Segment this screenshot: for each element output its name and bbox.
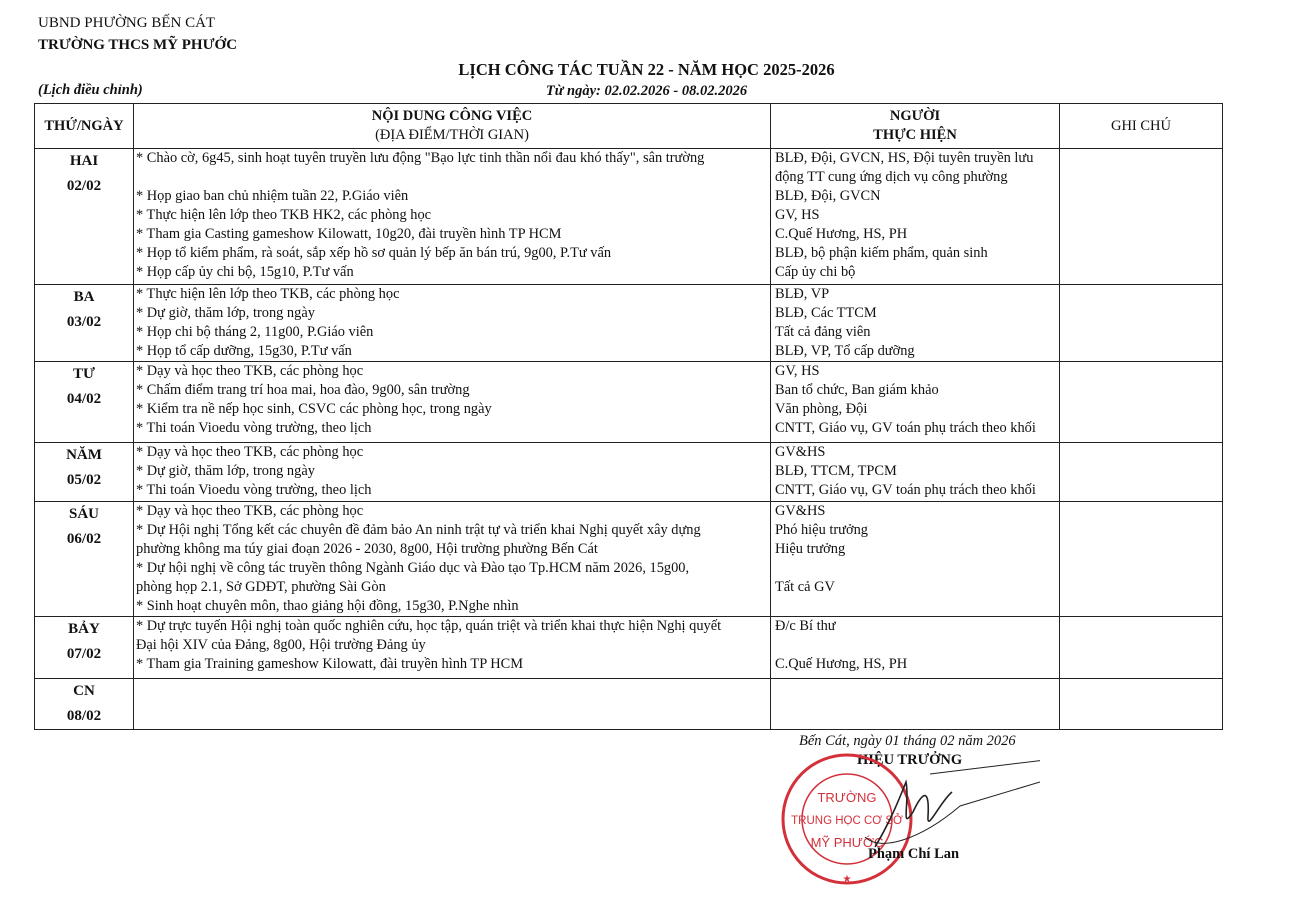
person-line: CNTT, Giáo vụ, GV toán phụ trách theo khối [775,482,1036,498]
person-line: Tất cả đảng viên [775,324,871,340]
adjusted-note: (Lịch điều chỉnh) [38,82,143,98]
note-cell [1060,285,1223,362]
schedule-row [35,362,1223,443]
day-name: CN [73,683,95,699]
day-date: 08/02 [66,708,102,724]
note-cell [1060,617,1223,679]
content-line: * Dự trực tuyến Hội nghị toàn quốc nghiên cứu, học tập, quán triệt và triển khai thực hiện Nghị quyết [136,618,722,634]
person-line: BLĐ, Đội, GVCN [775,188,881,204]
note-cell [1060,443,1223,502]
content-cell [134,679,771,730]
content-line: * Dự Hội nghị Tổng kết các chuyên đề đảm bảo An ninh trật tự và triển khai Nghị quyết xây dựng [136,522,701,538]
content-line: * Dự giờ, thăm lớp, trong ngày [136,305,315,321]
content-line: * Thi toán Vioedu vòng trường, theo lịch [136,482,372,498]
schedule-row [35,502,1223,617]
col-person-title: NGƯỜI [889,108,941,124]
schedule-row [35,285,1223,362]
schedule-row [35,679,1223,730]
svg-text:★: ★ [842,874,852,885]
day-date: 07/02 [66,646,102,662]
signer-position: HIỆU TRƯỞNG [857,752,963,768]
note-cell [1060,502,1223,617]
content-line: * Dạy và học theo TKB, các phòng học [136,444,364,460]
content-line: * Họp tổ kiểm phẩm, rà soát, sắp xếp hồ sơ quản lý bếp ăn bán trú, 9g00, P.Tư vấn [136,245,612,261]
col-content-header [134,104,771,149]
person-line: BLĐ, VP [775,286,830,302]
content-line: * Chấm điểm trang trí hoa mai, hoa đào, 9g00, sân trường [136,382,470,398]
day-name: NĂM [66,447,102,463]
official-stamp [780,742,1040,902]
content-line: * Dự hội nghị về công tác truyền thông Ngành Giáo dục và Đào tạo Tp.HCM năm 2026, 15g00, [136,560,690,576]
content-line: * Thực hiện lên lớp theo TKB, các phòng học [136,286,400,302]
date-range: Từ ngày: 02.02.2026 - 08.02.2026 [545,83,748,99]
person-line: Cấp ủy chi bộ [775,264,856,280]
content-cell [134,285,771,362]
place-date: Bến Cát, ngày 01 tháng 02 năm 2026 [799,733,1016,749]
day-name: BẢY [68,621,100,637]
day-name: SÁU [68,506,99,522]
schedule-table [34,103,1223,730]
person-line: động TT cung ứng dịch vụ công phường [775,169,1008,185]
content-cell [134,443,771,502]
content-line: * Tham gia Casting gameshow Kilowatt, 10g20, đài truyền hình TP HCM [136,226,562,242]
content-line: * Dự giờ, thăm lớp, trong ngày [136,463,315,479]
person-cell [771,149,1060,285]
person-line: GV, HS [775,363,820,379]
person-line [771,636,1059,655]
header-row [35,104,1223,149]
col-person-subtitle: THỰC HIỆN [873,127,957,143]
person-line: GV, HS [775,207,820,223]
content-line: * Thi toán Vioedu vòng trường, theo lịch [136,420,372,436]
person-line: Tất cả GV [775,579,835,595]
person-cell [771,443,1060,502]
content-line: * Họp cấp ủy chi bộ, 15g10, P.Tư vấn [136,264,354,280]
content-line: * Sinh hoạt chuyên môn, thao giảng hội đồng, 15g30, P.Nghe nhìn [136,598,519,614]
day-name: HAI [69,153,99,169]
day-name: BA [73,289,95,305]
person-line: Ban tổ chức, Ban giám khảo [775,382,939,398]
col-note-header: GHI CHÚ [1060,104,1223,149]
schedule-row [35,443,1223,502]
day-cell [35,502,134,617]
day-cell [35,285,134,362]
content-line: Đại hội XIV của Đảng, 8g00, Hội trường Đảng ủy [136,637,426,653]
org-line-2: TRƯỜNG THCS MỸ PHƯỚC [38,37,238,53]
content-line: phường không ma túy giai đoạn 2026 - 2030, 8g00, Hội trường phường Bến Cát [136,541,598,557]
content-line: * Kiểm tra nề nếp học sinh, CSVC các phòng học, trong ngày [136,401,492,417]
col-content-subtitle: (ĐỊA ĐIỂM/THỜI GIAN) [375,127,529,143]
person-line: GV&HS [775,444,826,460]
person-line: C.Quế Hương, HS, PH [775,226,908,242]
person-line: GV&HS [775,503,826,519]
person-line: Hiệu trưởng [775,541,846,557]
person-cell [771,285,1060,362]
person-line: BLĐ, TTCM, TPCM [775,463,897,479]
note-cell [1060,362,1223,443]
person-line: Đ/c Bí thư [775,618,836,634]
person-cell [771,362,1060,443]
day-date: 04/02 [66,391,102,407]
content-line: * Họp chi bộ tháng 2, 11g00, P.Giáo viên [136,324,374,340]
person-line: C.Quế Hương, HS, PH [775,656,908,672]
day-cell [35,149,134,285]
col-content-title: NỘI DUNG CÔNG VIỆC [371,108,533,124]
person-line: BLĐ, Các TTCM [775,305,877,321]
note-cell [1060,149,1223,285]
day-cell [35,679,134,730]
content-line: * Họp tổ cấp dưỡng, 15g30, P.Tư vấn [136,343,352,359]
content-line: * Họp giao ban chủ nhiệm tuần 22, P.Giáo viên [136,188,409,204]
day-cell [35,443,134,502]
person-cell [771,679,1060,730]
content-line [134,168,770,187]
day-date: 06/02 [66,531,102,547]
content-line: * Tham gia Training gameshow Kilowatt, đài truyền hình TP HCM [136,656,524,672]
day-date: 02/02 [66,178,102,194]
person-line: BLĐ, Đội, GVCN, HS, Đội tuyên truyền lưu [775,150,1034,166]
content-cell [134,149,771,285]
org-line-1: UBND PHƯỜNG BẾN CÁT [38,15,216,31]
content-line: phòng họp 2.1, Sở GDĐT, phường Sài Gòn [136,579,386,595]
person-line: CNTT, Giáo vụ, GV toán phụ trách theo khối [775,420,1036,436]
person-line [771,559,1059,578]
person-line [771,597,1059,616]
col-day-header: THỨ/NGÀY [35,104,134,149]
content-cell [134,617,771,679]
person-cell [771,502,1060,617]
schedule-row [35,617,1223,679]
content-line: * Dạy và học theo TKB, các phòng học [136,503,364,519]
person-line: Văn phòng, Đội [775,401,868,417]
person-line: BLĐ, bộ phận kiếm phẩm, quản sinh [775,245,988,261]
schedule-row [35,149,1223,285]
person-cell [771,617,1060,679]
day-date: 05/02 [66,472,102,488]
person-line: BLĐ, VP, Tổ cấp dưỡng [775,343,915,359]
day-cell [35,362,134,443]
content-line: * Chào cờ, 6g45, sinh hoạt tuyên truyền lưu động "Bạo lực tinh thần nổi đau khó thấy", sân trường [136,150,705,166]
content-line: * Dạy và học theo TKB, các phòng học [136,363,364,379]
signer-name: Phạm Chí Lan [868,846,960,862]
svg-text:TRƯỜNG: TRƯỜNG [817,790,877,805]
content-cell [134,502,771,617]
page-title: LỊCH CÔNG TÁC TUẦN 22 - NĂM HỌC 2025-2026 [458,60,835,79]
svg-text:MỸ PHƯỚC: MỸ PHƯỚC [810,835,884,850]
svg-text:TRUNG HỌC CƠ SỞ: TRUNG HỌC CƠ SỞ [791,815,903,827]
day-cell [35,617,134,679]
day-name: TƯ [73,366,95,382]
content-line: * Thực hiện lên lớp theo TKB HK2, các phòng học [136,207,432,223]
col-person-header [771,104,1060,149]
content-cell [134,362,771,443]
day-date: 03/02 [66,314,102,330]
note-cell [1060,679,1223,730]
person-line: Phó hiệu trưởng [775,522,868,538]
